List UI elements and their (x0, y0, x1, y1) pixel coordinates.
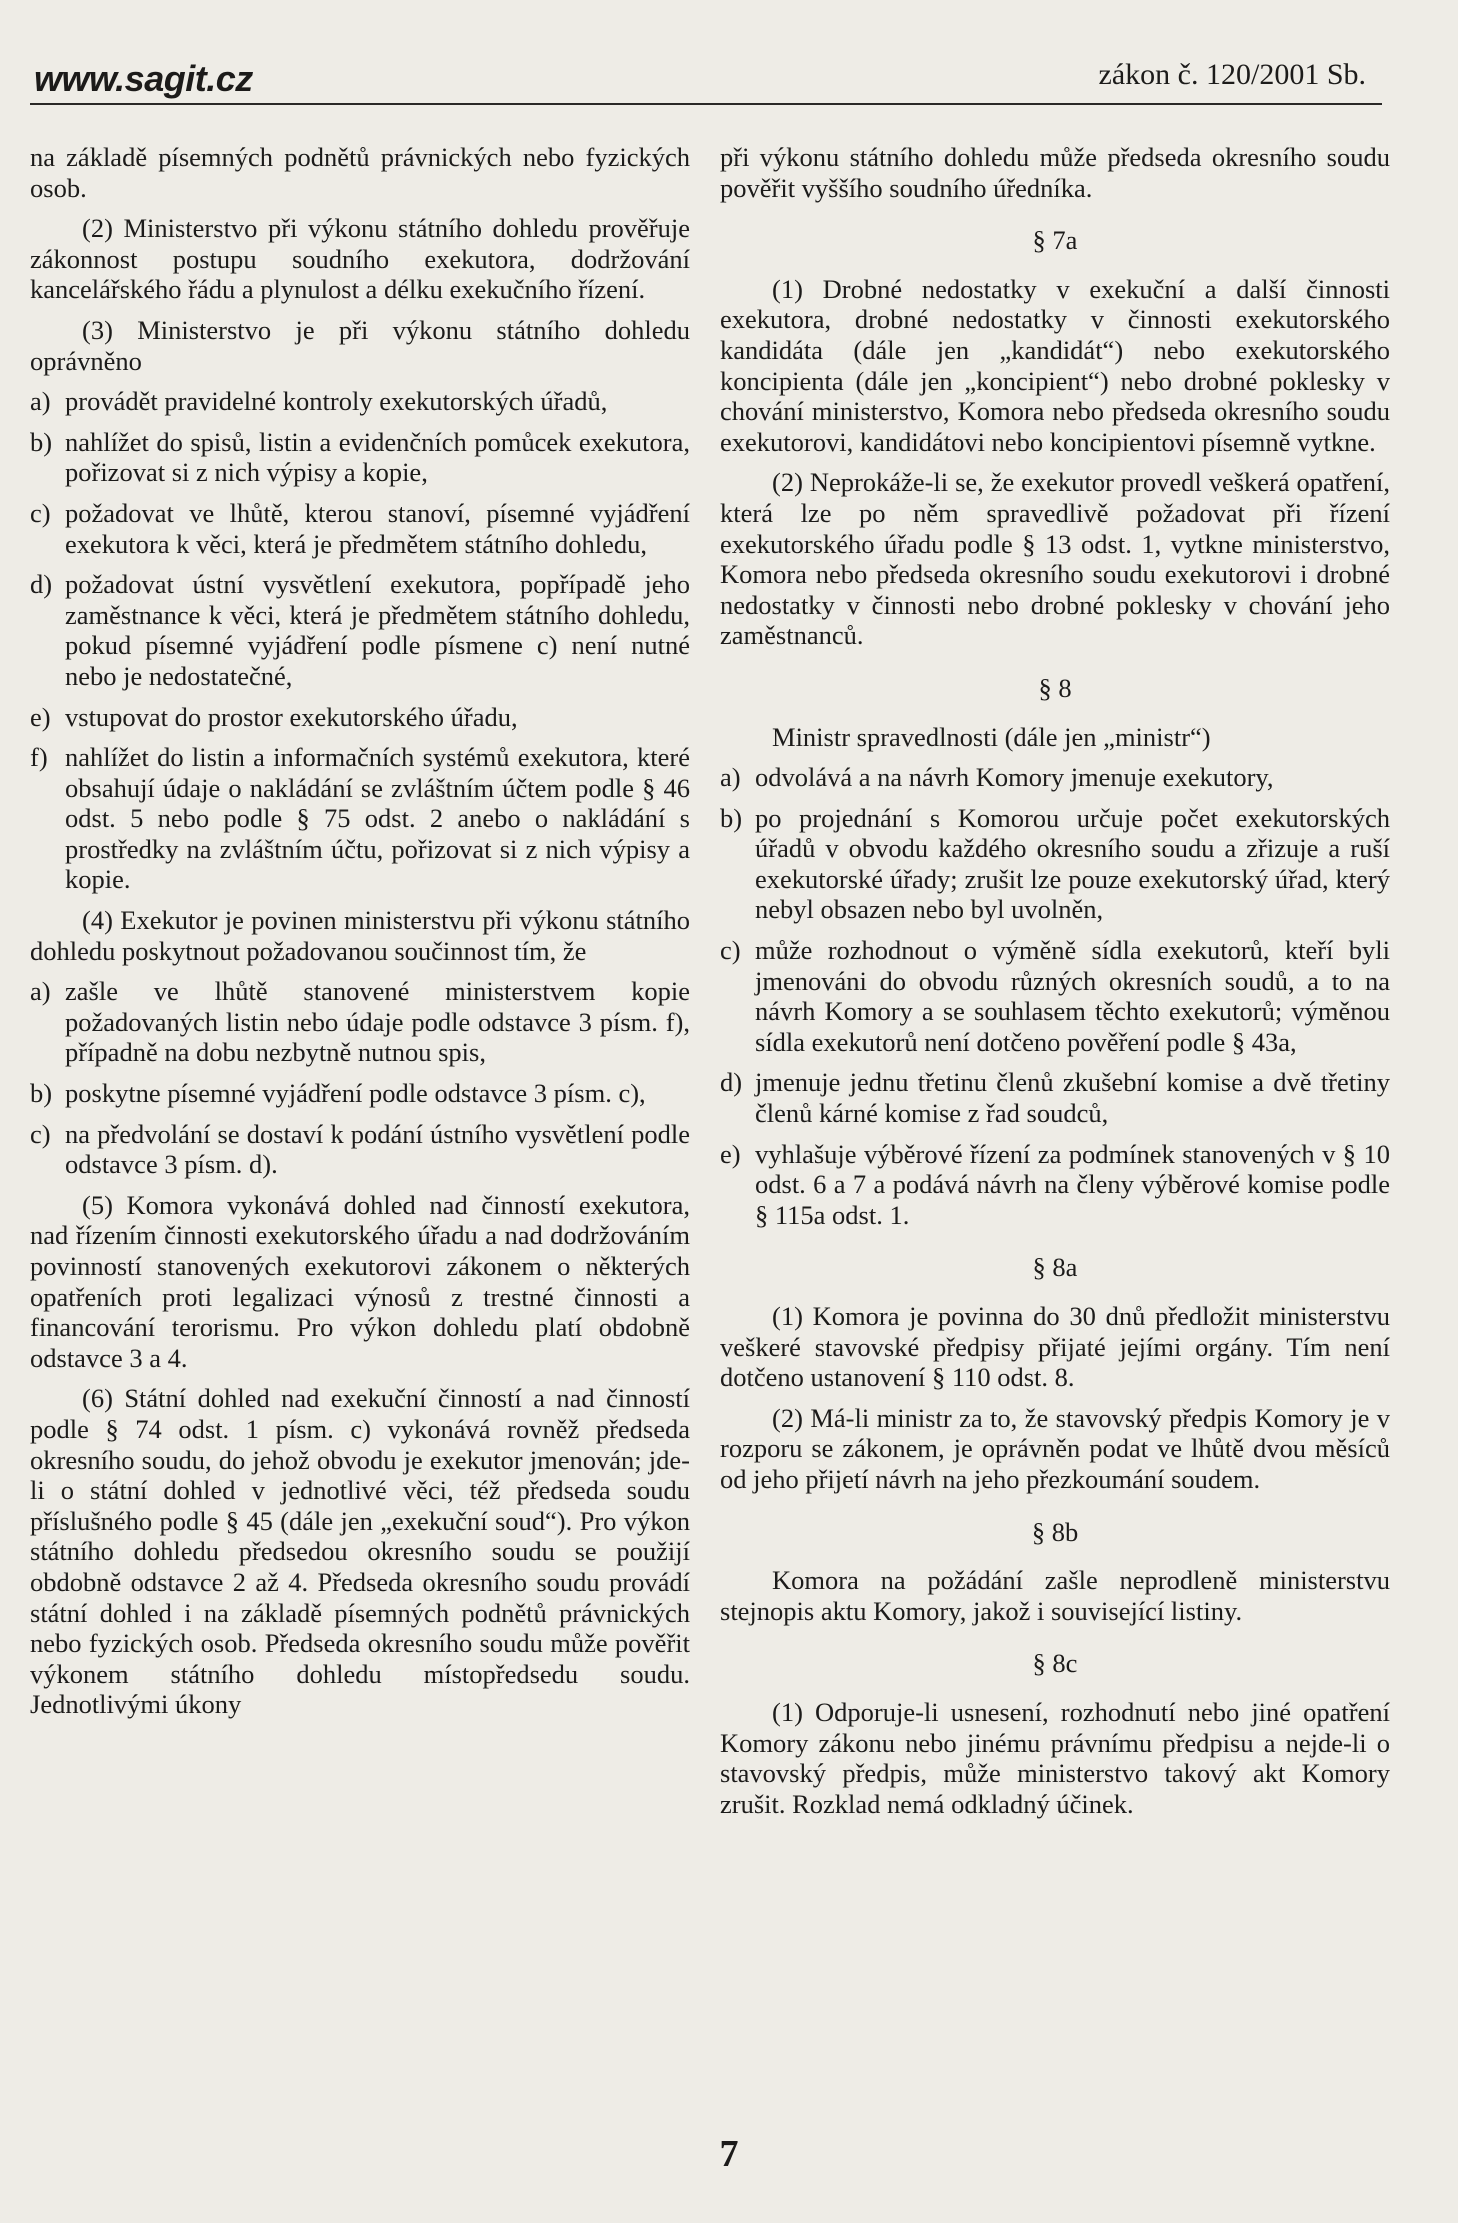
section-heading: § 8 (1038, 672, 1072, 703)
header-site: www.sagit.cz (34, 58, 253, 99)
list-item-text: zašle ve lhůtě stanovené ministerstvem kopie požadovaných listin nebo údaje podle odstavce 3 písm. f), případně na dobu nezbytně nutnou spis, (65, 976, 690, 1068)
list-item-label: d) (720, 1067, 743, 1098)
list-item (720, 762, 1390, 793)
left-column (30, 142, 690, 1730)
list-item-label: a) (30, 976, 51, 1007)
list-item-label: a) (720, 762, 741, 793)
list-item (30, 702, 690, 733)
paragraph: (3) Ministerstvo je při výkonu státního dohledu oprávněno (30, 314, 690, 376)
paragraph: (1) Komora je povinna do 30 dnů předložit ministerstvu veškeré stavovské předpisy přijaté jejími orgány. Tím není dotčeno ustanovení § 110 odst. 8. (720, 1301, 1390, 1393)
list-item (30, 742, 690, 895)
paragraph: (5) Komora vykonává dohled nad činností exekutora, nad řízením činnosti exekutorského úřadu a nad dodržováním povinností stanovených exekutorovi zákonem o některých opatřeních proti legalizaci výnosů z trestné činnosti a financování terorismu. Pro výkon dohledu platí obdobně odstavce 3 a 4. (30, 1189, 690, 1373)
paragraph: (6) Státní dohled nad exekuční činností a nad činností podle § 74 odst. 1 písm. c) vykonává rovněž předseda okresního soudu, do jehož obvodu je exekutor jmenován; jde-li o státní dohled v jednotlivé věci, též předseda soudu příslušného podle § 45 (dále jen „exekuční soud“). Pro výkon státního dohledu předsedou okresního soudu se použijí obdobně odstavce 2 až 4. Předseda okresního soudu provádí státní dohled i na základě písemných podnětů právnických nebo fyzických osob. Předseda okresního soudu může pověřit výkonem státního dohledu místopředsedu soudu. Jednotlivými úkony (30, 1383, 690, 1720)
list-item-label: f) (30, 742, 48, 773)
list-item-label: c) (30, 1118, 51, 1149)
right-column (720, 142, 1390, 1829)
section-heading: § 8a (1032, 1252, 1078, 1283)
list-item (720, 1067, 1390, 1128)
list-item-label: e) (720, 1138, 741, 1169)
list-item-text: na předvolání se dostaví k podání ústního vysvětlení podle odstavce 3 písm. d). (65, 1118, 690, 1180)
list-item-text: provádět pravidelné kontroly exekutorských úřadů, (65, 386, 608, 417)
list-item-text: může rozhodnout o výměně sídla exekutorů, kteří byli jmenováni do obvodu různých okresních soudů, a to na návrh Komory a se souhlasem těchto exekutorů; výměnou sídla exekutorů není dotčeno pověření podle § 43a, (755, 935, 1390, 1057)
list-item (30, 427, 690, 488)
section-heading: § 8c (1032, 1648, 1078, 1679)
paragraph: při výkonu státního dohledu může předseda okresního soudu pověřit vyššího soudního úředníka. (720, 142, 1390, 203)
header-law: zákon č. 120/2001 Sb. (1098, 58, 1366, 91)
paragraph: (1) Odporuje-li usnesení, rozhodnutí nebo jiné opatření Komory zákonu nebo jinému právnímu předpisu a nejde-li o stavovský předpis, může ministerstvo takový akt Komory zrušit. Rozklad nemá odkladný účinek. (720, 1696, 1390, 1819)
page-number: 7 (719, 2133, 739, 2175)
list-item (720, 935, 1390, 1057)
list-item (30, 386, 690, 417)
list-item (30, 569, 690, 691)
list-item (30, 1119, 690, 1180)
list-item (720, 1139, 1390, 1231)
paragraph: (2) Má-li ministr za to, že stavovský předpis Komory je v rozporu se zákonem, je oprávněn podat ve lhůtě dvou měsíců od jeho přijetí návrh na jeho přezkoumání soudem. (720, 1402, 1390, 1494)
section-heading: § 7a (1032, 225, 1078, 256)
list-item (30, 1078, 690, 1109)
list-item-text: vstupovat do prostor exekutorského úřadu, (65, 701, 518, 732)
list-item-text: poskytne písemné vyjádření podle odstavce 3 písm. c), (65, 1078, 646, 1109)
list-item-label: c) (30, 497, 51, 528)
paragraph: na základě písemných podnětů právnických nebo fyzických osob. (30, 142, 690, 203)
list-item (30, 498, 690, 559)
section-heading: § 8b (1031, 1516, 1079, 1547)
list-item-text: nahlížet do spisů, listin a evidenčních pomůcek exekutora, pořizovat si z nich výpisy a kopie, (65, 426, 690, 488)
list-item-label: a) (30, 386, 51, 417)
paragraph: (2) Ministerstvo při výkonu státního dohledu prověřuje zákonnost postupu soudního exekutora, dodržování kancelářského řádu a plynulost a délku exekučního řízení. (30, 213, 690, 305)
list-item-text: nahlížet do listin a informačních systémů exekutora, které obsahují údaje o nakládání se zvláštním účtem podle § 46 odst. 5 nebo podle § 75 odst. 2 anebo o nakládání s prostředky na zvláštním účtu, pořizovat si z nich výpisy a kopie. (65, 742, 690, 895)
header-rule (30, 103, 1382, 105)
paragraph: Komora na požádání zašle neprodleně ministerstvu stejnopis aktu Komory, jakož i související listiny. (720, 1565, 1390, 1626)
list-item (720, 803, 1390, 925)
list-item-label: b) (30, 1078, 53, 1109)
list-item-label: b) (720, 802, 743, 833)
list-item-text: požadovat ústní vysvětlení exekutora, popřípadě jeho zaměstnance k věci, která je předmětem státního dohledu, pokud písemné vyjádření podle písmene c) není nutné nebo je nedostatečné, (65, 569, 690, 691)
paragraph: Ministr spravedlnosti (dále jen „ministr“) (772, 721, 1211, 752)
list-item-text: požadovat ve lhůtě, kterou stanoví, písemné vyjádření exekutora k věci, která je předmětem státního dohledu, (65, 497, 690, 559)
list-item-label: e) (30, 701, 51, 732)
list-item-text: po projednání s Komorou určuje počet exekutorských úřadů v obvodu každého okresního soudu a zřizuje a ruší exekutorské úřady; zrušit lze pouze exekutorský úřad, který nebyl obsazen nebo byl uvolněn, (755, 802, 1390, 925)
list-item-label: b) (30, 426, 53, 457)
paragraph: (4) Exekutor je povinen ministerstvu při výkonu státního dohledu poskytnout požadovanou součinnost tím, že (30, 905, 690, 966)
list-item (30, 976, 690, 1068)
list-item-label: c) (720, 935, 741, 966)
list-item-label: d) (30, 569, 53, 600)
paragraph: (1) Drobné nedostatky v exekuční a další činnosti exekutora, drobné nedostatky v činnosti exekutorského kandidáta (dále jen „kandidát“) nebo exekutorského koncipienta (dále jen „koncipient“) nebo drobné poklesky v chování ministerstvo, Komora nebo předseda okresního soudu exekutorovi, kandidátovi nebo koncipientovi písemně vytkne. (720, 273, 1390, 457)
list-item-text: vyhlašuje výběrové řízení za podmínek stanovených v § 10 odst. 6 a 7 a podává návrh na členy výběrové komise podle § 115a odst. 1. (755, 1138, 1390, 1230)
list-item-text: odvolává a na návrh Komory jmenuje exekutory, (755, 762, 1274, 793)
list-item-text: jmenuje jednu třetinu členů zkušební komise a dvě třetiny členů kárné komise z řad soudců, (755, 1067, 1390, 1129)
paragraph: (2) Neprokáže-li se, že exekutor provedl veškerá opatření, která lze po něm spravedlivě požadovat při řízení exekutorského úřadu podle § 13 odst. 1, vytkne ministerstvo, Komora nebo předseda okresního soudu exekutorovi i drobné nedostatky v činnosti nebo drobné poklesky v chování jeho zaměstnanců. (720, 467, 1390, 651)
